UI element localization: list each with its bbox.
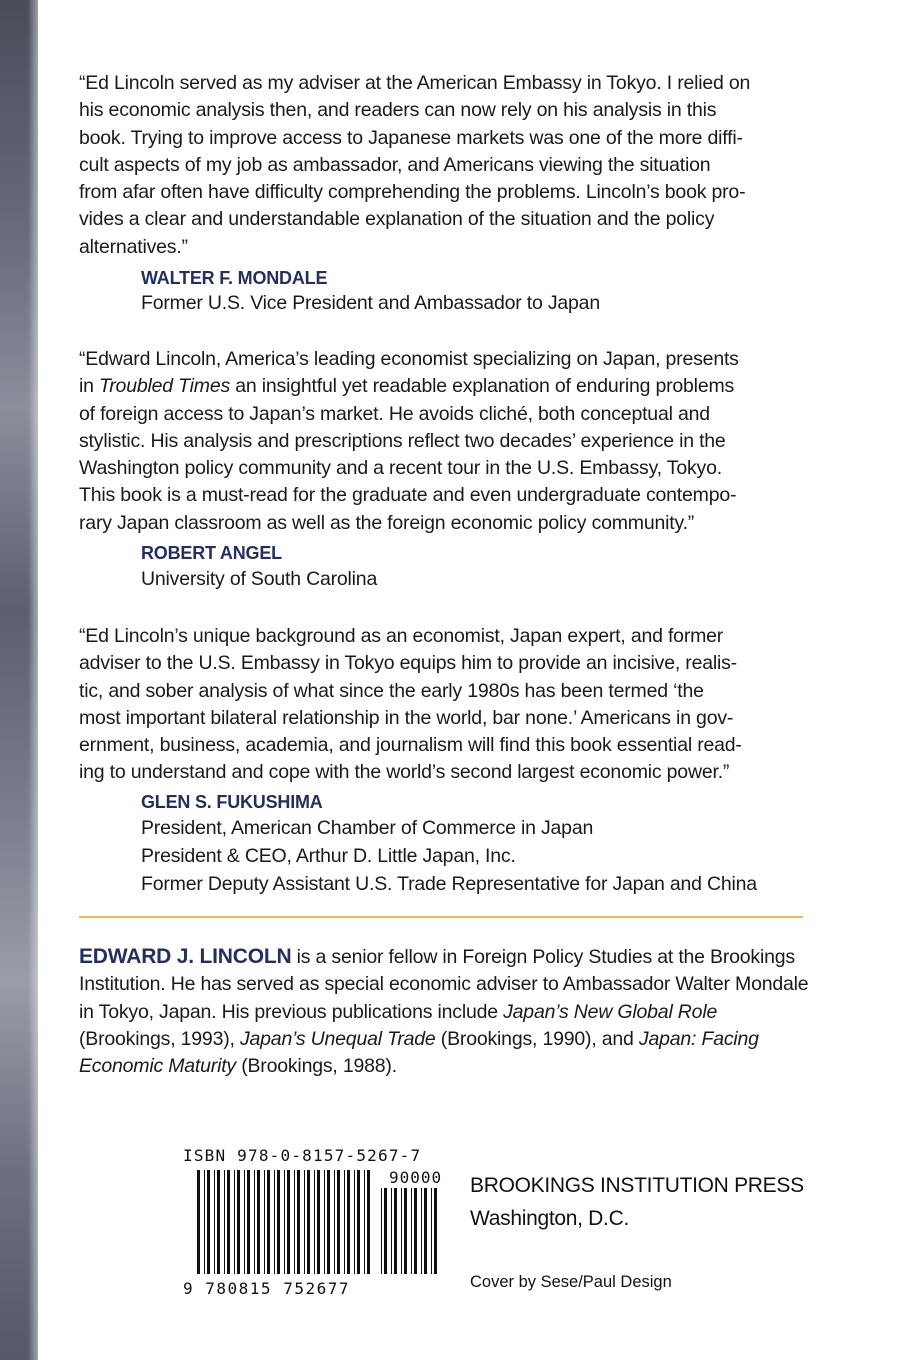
barcode-bar: [337, 1170, 340, 1274]
barcode-bar: [297, 1170, 300, 1274]
publisher-city: Washington, D.C.: [470, 1207, 629, 1230]
barcode-bar: [257, 1170, 260, 1274]
bio-text-4: (Brookings, 1988).: [235, 1055, 397, 1078]
barcode-bar: [391, 1188, 392, 1274]
fukushima-quote: “Ed Lincoln’s unique background as an economist, Japan expert, and former adviser to the U.S. Embassy in Tokyo equips him to provide an incisive, realis- tic, and sober analysis of what since the early 1980s has been termed ‘the most important bilateral relationship in the world, bar none.’ Americans in gov- ernment, business, academia, and journalism will find this book essential read- ing to understand and cope with the world’s second largest economic power.”: [79, 625, 742, 784]
angel-title: University of South Carolina: [141, 568, 378, 590]
angel-name: ROBERT ANGEL: [141, 543, 282, 563]
barcode-bar: [317, 1170, 320, 1274]
bio-book-3: Japan: Facing Economic Maturity: [79, 1027, 759, 1078]
barcode-bar: [367, 1170, 370, 1274]
barcode-bar: [237, 1170, 240, 1274]
barcode-bar: [347, 1170, 350, 1274]
barcode-bar: [394, 1188, 397, 1274]
divider-rule: [79, 916, 803, 918]
isbn-barcode: [183, 1146, 443, 1306]
cover-credit: Cover by Sese/Paul Design: [470, 1273, 672, 1291]
fukushima-title-3: Former Deputy Assistant U.S. Trade Representative for Japan and China: [141, 873, 757, 895]
publisher-name: BROOKINGS INSTITUTION PRESS: [470, 1174, 804, 1197]
barcode-bar: [267, 1170, 270, 1274]
barcode-bar: [327, 1170, 330, 1274]
barcode-digits: 9 780815 752677: [183, 1279, 350, 1298]
book-title-troubled-times: Troubled Times: [99, 375, 231, 398]
barcode-bar: [284, 1170, 285, 1274]
barcode-bar: [197, 1170, 200, 1274]
barcode-bar: [404, 1188, 407, 1274]
fukushima-title-2: President & CEO, Arthur D. Little Japan, Inc.: [141, 845, 516, 867]
barcode-bar: [264, 1170, 265, 1274]
barcode-bar: [334, 1170, 335, 1274]
barcode-bar: [224, 1170, 225, 1274]
barcode-bar: [357, 1170, 360, 1274]
mondale-title: Former U.S. Vice President and Ambassador to Japan: [141, 292, 600, 314]
barcode-bar: [314, 1170, 315, 1274]
angel-quote-part1: “Edward Lincoln, America’s leading economist specializing on Japan, presents in: [79, 348, 739, 398]
barcode-bar: [254, 1170, 255, 1274]
barcode-bar: [421, 1188, 422, 1274]
bio-text-1: is a senior fellow in Foreign Policy Studies at the Brookings Institution. He has served as special economic adviser to Ambassador Walter Mondale in Tokyo, Japan. His previous publications include: [79, 946, 809, 1023]
author-bio: [79, 943, 809, 1080]
barcode-bar: [304, 1170, 305, 1274]
fukushima-name: GLEN S. FUKUSHIMA: [141, 792, 323, 812]
barcode-bar: [244, 1170, 245, 1274]
barcode-bar: [227, 1170, 230, 1274]
isbn-text: ISBN 978-0-8157-5267-7: [183, 1146, 422, 1165]
barcode-bar: [217, 1170, 220, 1274]
barcode-bar: [277, 1170, 280, 1274]
bio-text-3: (Brookings, 1990), and: [435, 1027, 639, 1050]
author-name: EDWARD J. LINCOLN: [79, 945, 292, 968]
barcode-bar: [234, 1170, 235, 1274]
bio-book-1: Japan’s New Global Role: [503, 1000, 718, 1023]
bio-text-2: (Brookings, 1993),: [79, 1027, 240, 1050]
barcode-bar: [424, 1188, 427, 1274]
bio-book-2: Japan’s Unequal Trade: [239, 1027, 436, 1050]
barcode-bar: [247, 1170, 250, 1274]
barcode-bar: [204, 1170, 205, 1274]
angel-quote: [79, 346, 809, 537]
barcode-bar: [207, 1170, 210, 1274]
barcode-bar: [287, 1170, 290, 1274]
barcode-bar: [344, 1170, 345, 1274]
mondale-name: WALTER F. MONDALE: [141, 268, 328, 288]
barcode-bar: [414, 1188, 417, 1274]
barcode-addon-digits: 90000: [389, 1168, 443, 1187]
barcode-bar: [401, 1188, 402, 1274]
angel-quote-part2: an insightful yet readable explanation of enduring problems of foreign access to Japan’s market. He avoids cliché, both conceptual and stylistic. His analysis and prescriptions reflect two decades’ experience in the Washington policy community and a recent tour in the U.S. Embassy, Tokyo. This book is a must-read for the graduate and even undergraduate contempo- rary Japan classroom as well as the foreign economic policy community.”: [79, 375, 737, 534]
barcode-bar: [431, 1188, 432, 1274]
barcode-bar: [381, 1188, 382, 1274]
barcode-bar: [274, 1170, 275, 1274]
barcode-bar: [364, 1170, 365, 1274]
barcode-bar: [324, 1170, 325, 1274]
barcode-bar: [214, 1170, 215, 1274]
barcode-bar: [354, 1170, 355, 1274]
barcode-bar: [384, 1188, 387, 1274]
barcode-bar: [307, 1170, 310, 1274]
barcode-bar: [434, 1188, 437, 1274]
barcode-bar: [411, 1188, 412, 1274]
mondale-quote: “Ed Lincoln served as my adviser at the American Embassy in Tokyo. I relied on his economic analysis then, and readers can now rely on his analysis in this book. Trying to improve access to Japanese markets was one of the more diffi- cult aspects of my job as ambassador, and Americans viewing the situation from afar often have difficulty comprehending the problems. Lincoln’s book pro- vides a clear and understandable explanation of the situation and the policy alternatives.”: [79, 72, 751, 258]
book-spine: [0, 0, 38, 1360]
barcode-bar: [294, 1170, 295, 1274]
fukushima-title-1: President, American Chamber of Commerce in Japan: [141, 817, 594, 839]
